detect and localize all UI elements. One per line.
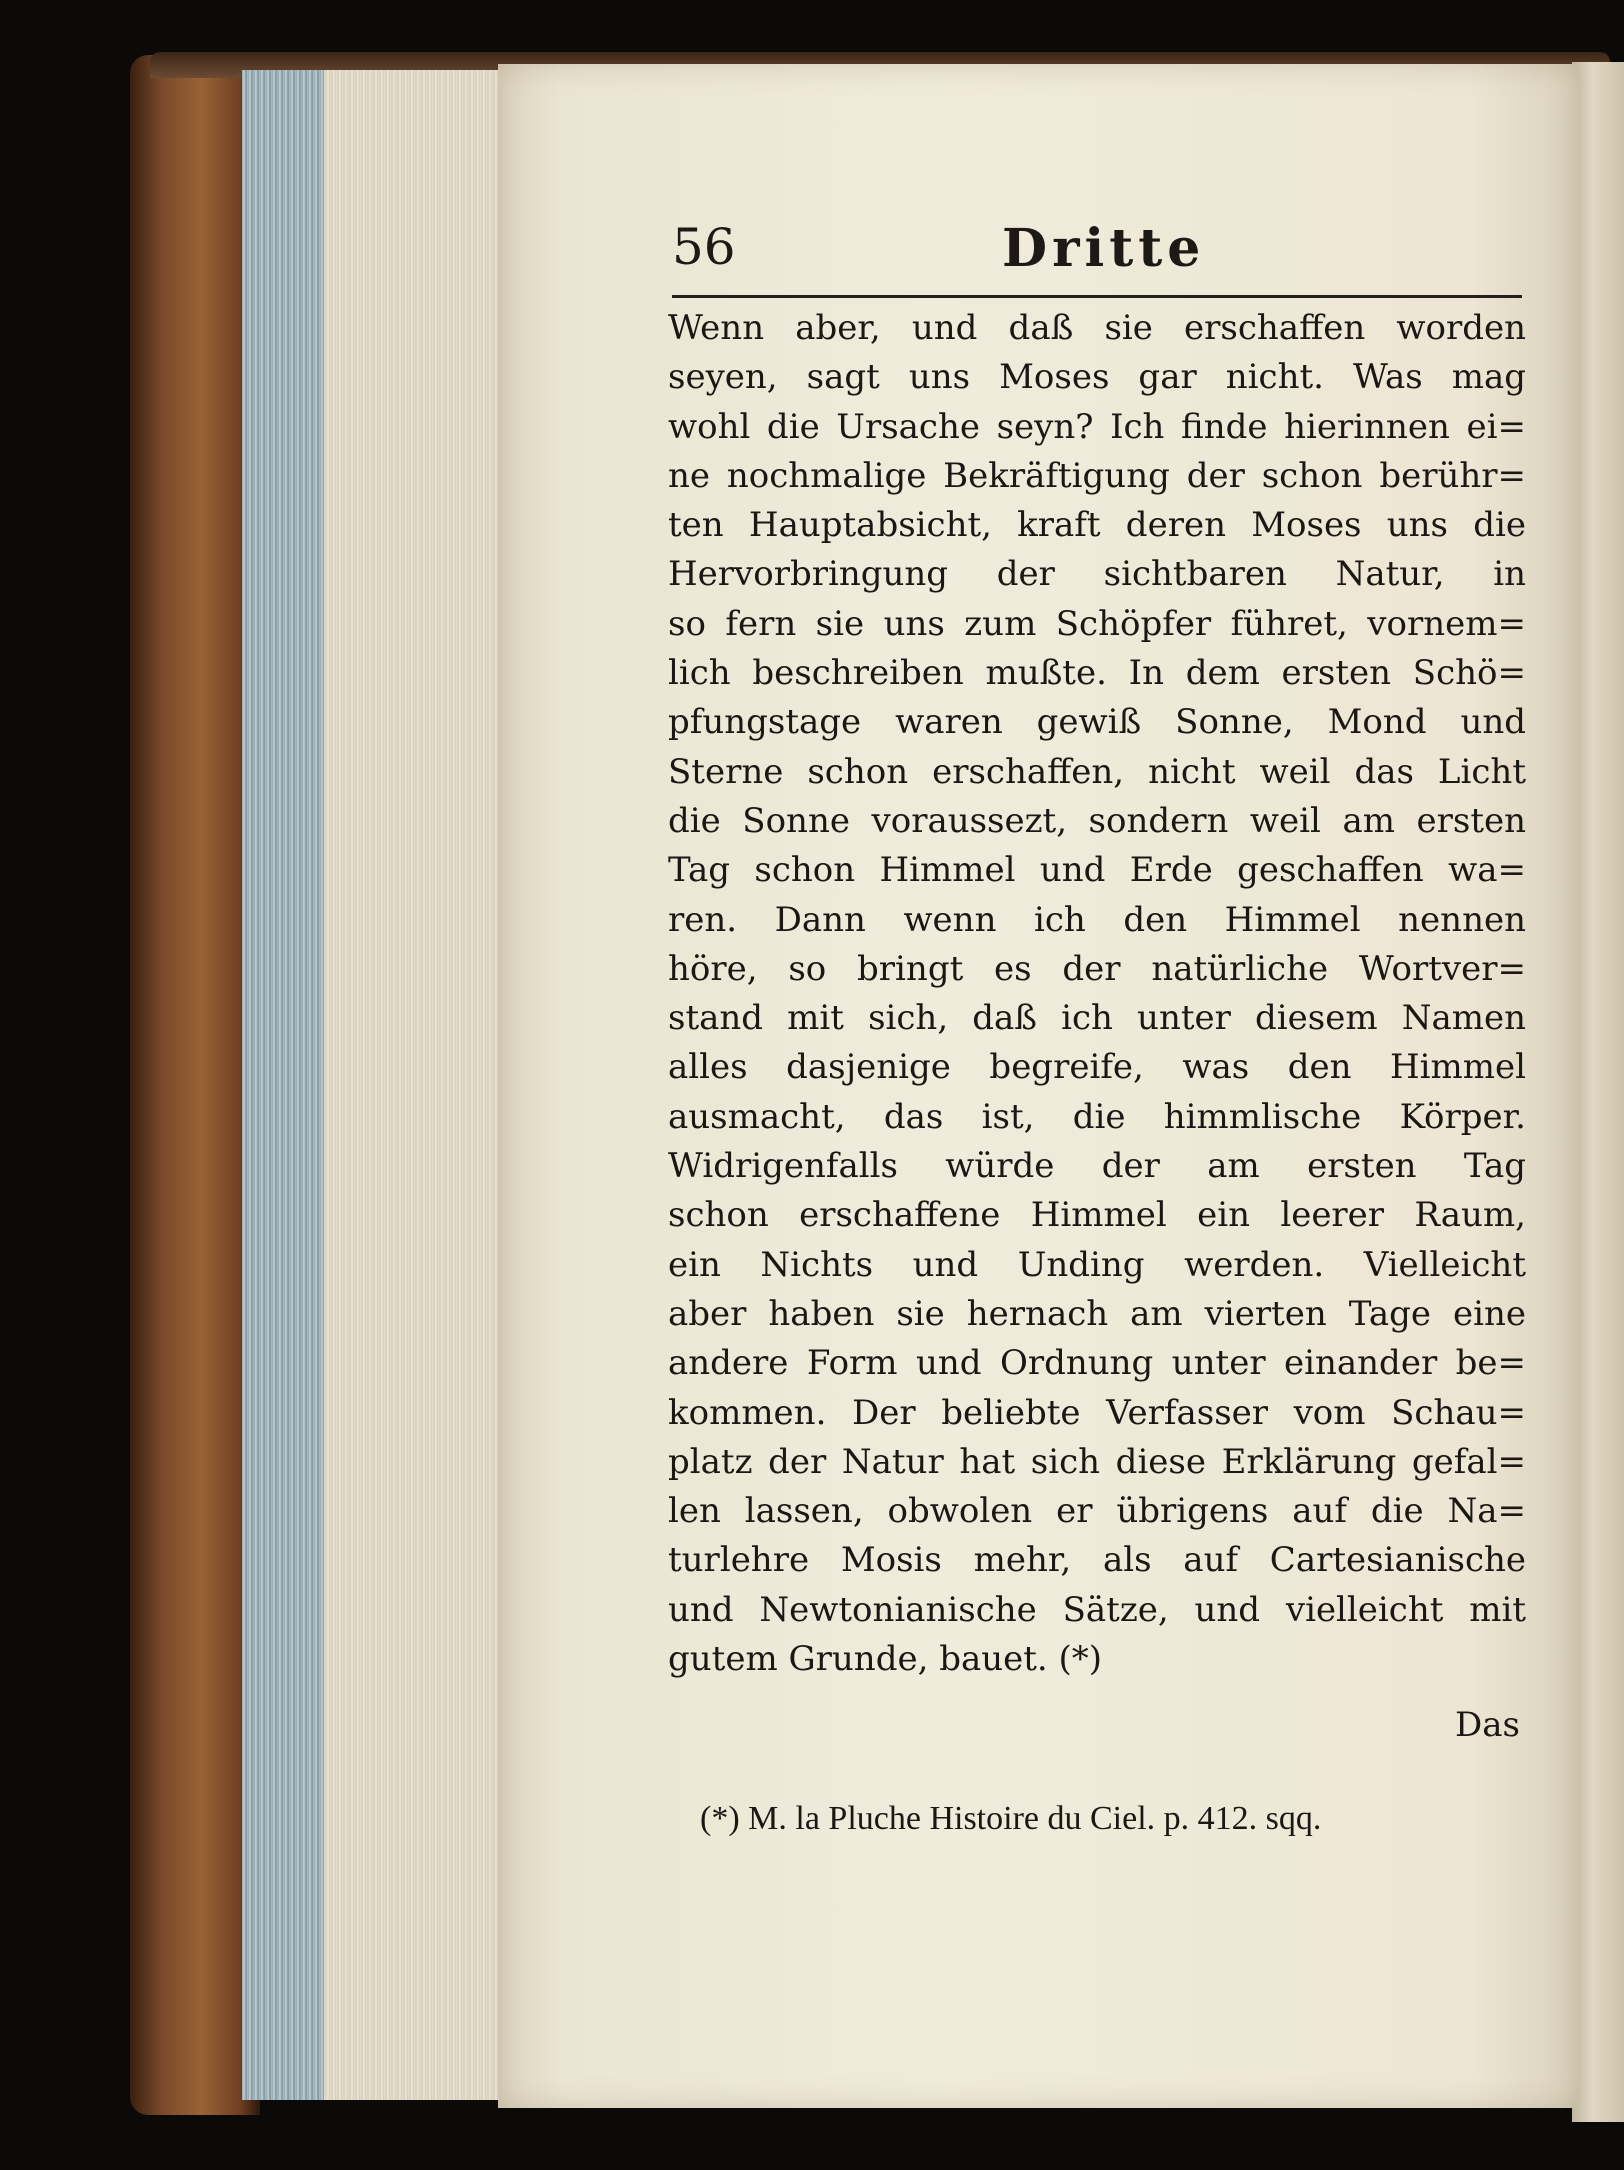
text-line: ne nochmalige Bekräftigung der schon berühr= — [668, 455, 1526, 496]
text-line: wohl die Ursache seyn? Ich finde hierinnen ei= — [668, 406, 1526, 447]
text-line: ten Hauptabsicht, kraft deren Moses uns die — [668, 505, 1526, 546]
text-line: turlehre Mosis mehr, als auf Cartesianische — [668, 1540, 1526, 1581]
text-line: Wenn aber, und daß sie erschaffen worden — [668, 308, 1526, 348]
page-number: 56 — [672, 218, 736, 276]
text-line: alles dasjenige begreife, was den Himmel — [668, 1047, 1526, 1088]
text-line: so fern sie uns zum Schöpfer führet, vornem= — [668, 603, 1526, 644]
header-rule — [672, 295, 1522, 298]
text-line: ausmacht, das ist, die himmlische Körper. — [668, 1096, 1526, 1137]
text-line: Widrigenfalls würde der am ersten Tag — [668, 1146, 1526, 1187]
footnote: (*) M. la Pluche Histoire du Ciel. p. 412. sqq. — [700, 1800, 1322, 1837]
page-block-edge-blue — [242, 70, 324, 2100]
text-line: pfungstage waren gewiß Sonne, Mond und — [668, 702, 1526, 743]
text-line: gutem Grunde, bauet. (*) — [668, 1639, 1103, 1680]
text-line: Hervorbringung der sichtbaren Natur, in — [668, 554, 1526, 595]
page-header — [672, 218, 1522, 288]
text-line: seyen, sagt uns Moses gar nicht. Was mag — [668, 357, 1526, 398]
text-line: ren. Dann wenn ich den Himmel nennen — [668, 899, 1526, 940]
text-line: kommen. Der beliebte Verfasser vom Schau= — [668, 1392, 1526, 1433]
running-head: Dritte — [1002, 218, 1206, 279]
text-line: ein Nichts und Unding werden. Vielleicht — [668, 1244, 1526, 1285]
page-block-edge — [324, 70, 500, 2100]
body-text — [668, 304, 1526, 1684]
leather-cover-edge — [130, 55, 260, 2115]
text-line: aber haben sie hernach am vierten Tage eine — [668, 1293, 1526, 1334]
facing-page-sliver — [1572, 62, 1624, 2122]
text-line: Sterne schon erschaffen, nicht weil das Licht — [668, 751, 1526, 792]
text-line: len lassen, obwolen er übrigens auf die Na= — [668, 1491, 1526, 1532]
catchword: Das — [1455, 1705, 1520, 1745]
text-line: höre, so bringt es der natürliche Wortver= — [668, 948, 1526, 989]
text-line: andere Form und Ordnung unter einander be= — [668, 1343, 1526, 1384]
text-line: schon erschaffene Himmel ein leerer Raum, — [668, 1195, 1526, 1236]
text-line: lich beschreiben mußte. In dem ersten Schö= — [668, 653, 1526, 694]
text-line: und Newtonianische Sätze, und vielleicht mit — [668, 1589, 1526, 1630]
text-line: die Sonne voraussezt, sondern weil am ersten — [668, 800, 1526, 841]
text-line: stand mit sich, daß ich unter diesem Namen — [668, 998, 1526, 1039]
text-line: platz der Natur hat sich diese Erklärung gefal= — [668, 1441, 1526, 1482]
text-line: Tag schon Himmel und Erde geschaffen wa= — [668, 850, 1526, 891]
